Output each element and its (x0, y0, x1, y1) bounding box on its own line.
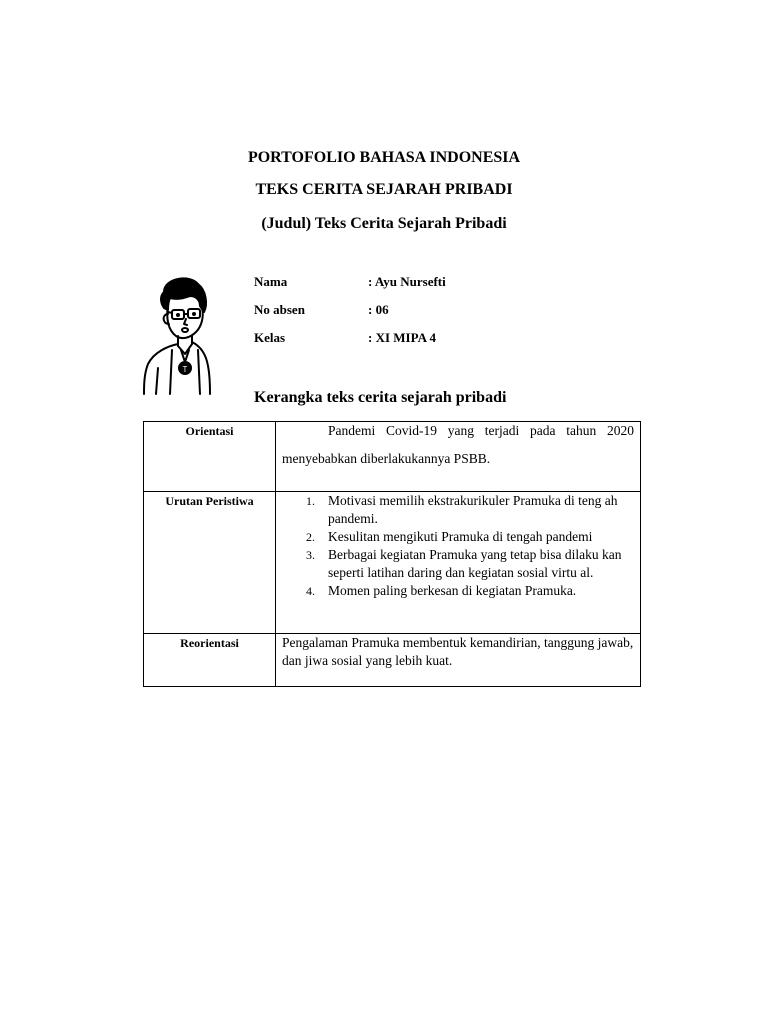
reorientasi-text: Pengalaman Pramuka membentuk kemandirian, tanggung jawab, dan jiwa sosial yang lebih kuat. (282, 635, 634, 668)
orientasi-cell (276, 422, 641, 492)
urutan-label: Urutan Peristiwa (144, 492, 276, 634)
reorientasi-cell (276, 634, 641, 687)
list-text: Motivasi memilih ekstrakurikuler Pramuka di teng ah pandemi. (328, 493, 618, 526)
orientasi-text: Pandemi Covid-19 yang terjadi pada tahun 2020 menyebabkan diberlakukannya PSBB. (282, 423, 634, 466)
list-number: 1. (306, 494, 315, 508)
kelas-label: Kelas (254, 330, 286, 345)
section-heading: Kerangka teks cerita sejarah pribadi (254, 389, 507, 406)
list-text: Momen paling berkesan di kegiatan Pramuka. (328, 583, 577, 598)
list-number: 4. (306, 584, 315, 598)
list-text: Berbagai kegiatan Pramuka yang tetap bisa dilaku kan seperti latihan daring dan kegiatan sosial virtu al. (328, 547, 622, 580)
document-title: PORTOFOLIO BAHASA INDONESIA (247, 149, 521, 166)
list-number: 2. (306, 530, 315, 544)
list-text: Kesulitan mengikuti Pramuka di tengah pandemi (328, 529, 593, 544)
list-number: 3. (306, 548, 315, 562)
orientasi-label: Orientasi (144, 422, 276, 492)
name-value: : Ayu Nursefti (368, 274, 446, 289)
svg-text:T: T (182, 365, 188, 374)
table-row-urutan (144, 492, 641, 634)
story-framework-table (143, 421, 641, 687)
absen-label: No absen (254, 302, 305, 317)
table-row-reorientasi (144, 634, 641, 687)
document-subtitle: TEKS CERITA SEJARAH PRIBADI (255, 181, 513, 198)
list-item (306, 582, 634, 600)
list-item (306, 528, 634, 546)
table-row-orientasi (144, 422, 641, 492)
list-item (306, 492, 634, 528)
story-title: (Judul) Teks Cerita Sejarah Pribadi (261, 215, 507, 232)
reorientasi-label: Reorientasi (144, 634, 276, 687)
name-label: Nama (254, 274, 288, 289)
urutan-cell (276, 492, 641, 634)
kelas-value: : XI MIPA 4 (368, 330, 437, 345)
event-list (282, 492, 634, 600)
absen-value: : 06 (368, 302, 389, 317)
cartoon-student-avatar-icon (138, 272, 214, 396)
list-item (306, 546, 634, 582)
